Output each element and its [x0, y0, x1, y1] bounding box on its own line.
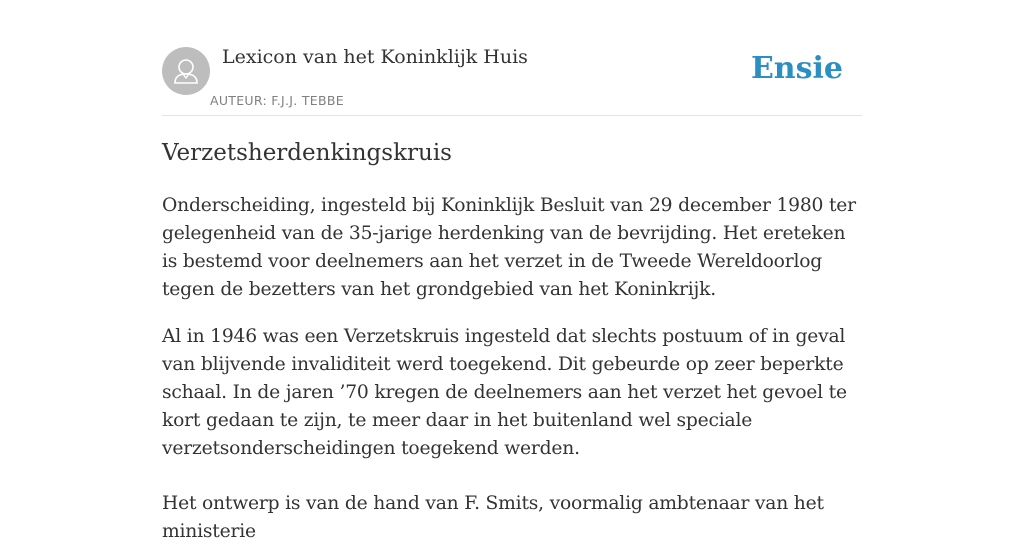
source-title[interactable]: Lexicon van het Koninklijk Huis	[222, 46, 528, 68]
ensie-logo[interactable]: Ensie	[750, 51, 843, 86]
article-header	[162, 0, 862, 116]
author-avatar[interactable]	[162, 47, 210, 95]
article-paragraph-1: Onderscheiding, ingesteld bij Koninklijk Besluit van 29 december 1980 ter gelegenheid van de 35-jarige herdenking van de bevrijding. Het ereteken is bestemd voor deelnemers aan het verzet in de Tweede Wereldoorlog tegen de bezetters van het grondgebied van het Koninkrijk.	[162, 195, 856, 300]
user-icon	[162, 47, 210, 95]
author-label[interactable]: AUTEUR: F.J.J. TEBBE	[210, 93, 344, 108]
article-title: Verzetsherdenkingskruis	[162, 140, 452, 166]
article-page	[162, 0, 862, 542]
article-paragraph-2: Al in 1946 was een Verzetskruis ingesteld dat slechts postuum of in geval van blijvende invaliditeit werd toegekend. Dit gebeurde op zeer beperkte schaal. In de jaren ’70 kregen de deelnemers aan het verzet het gevoel te kort gedaan te zijn, te meer daar in het buitenland wel speciale verzetsonderscheidingen toegekend werden.	[162, 326, 847, 459]
article-paragraph-3: Het ontwerp is van de hand van F. Smits, voormalig ambtenaar van het ministerie	[162, 493, 824, 542]
